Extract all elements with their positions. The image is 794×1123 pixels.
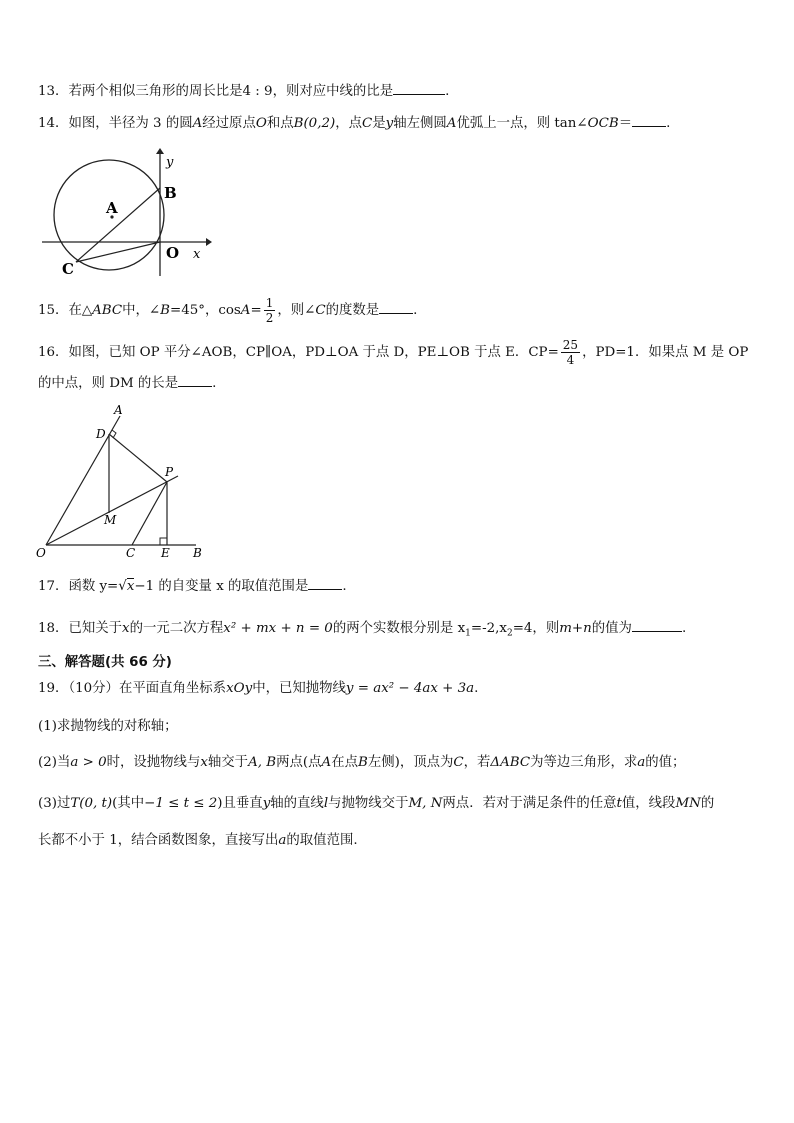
q19-p3-line2-b: 的取值范围. <box>286 833 358 848</box>
q18-end: . <box>681 621 687 636</box>
q15-end: . <box>413 303 418 318</box>
label-o: O <box>36 546 46 560</box>
q19-part-3 <box>38 795 714 813</box>
q19-p3-c: )且垂直 <box>217 796 263 811</box>
label-a: A <box>106 199 118 217</box>
q14-text-f: 轴左侧圆 <box>393 116 447 131</box>
q17-text-b: −1 的自变量 x 的取值范围是 <box>134 579 309 594</box>
answer-blank-14[interactable] <box>632 114 666 127</box>
q16-number: 16． <box>38 345 69 360</box>
segment-pd <box>109 434 167 482</box>
q14-number: 14． <box>38 116 69 131</box>
q19-p2-triangle: ΔABC <box>490 755 531 770</box>
label-m: M <box>104 513 117 527</box>
q18-text-e: =4，则 <box>512 621 560 636</box>
q19-p2-f: 左侧)，顶点为 <box>367 755 454 770</box>
q18-sub-2: 2 <box>506 628 513 639</box>
q19-p3-mn-segment: MN <box>675 796 701 811</box>
q14-point-o: O <box>255 116 267 131</box>
q19-p3-b: (其中 <box>112 796 145 811</box>
q14-y: y <box>385 116 394 131</box>
q18-number: 18． <box>38 621 69 636</box>
q13-end: . <box>445 84 450 99</box>
q17-end: . <box>342 579 347 594</box>
q19-p3-y: y <box>262 796 271 811</box>
q16-end: . <box>212 376 217 391</box>
q19-p2-i: 的值； <box>645 755 686 770</box>
q14-text-a: 如图，半径为 3 的圆 <box>68 116 193 131</box>
q14-point-c: C <box>361 116 373 131</box>
q19-p3-range: −1 ≤ t ≤ 2 <box>144 796 218 811</box>
question-17 <box>38 577 347 596</box>
question-16-line2 <box>38 374 216 393</box>
q15-triangle: ABC <box>92 303 123 318</box>
q14-text-c: 和点 <box>266 116 294 131</box>
q19-p3-e: 与抛物线交于 <box>328 796 409 811</box>
q13-ratio: 4 : 9 <box>242 84 273 99</box>
q17-number: 17． <box>38 579 69 594</box>
right-angle-mark-e <box>160 538 167 545</box>
figure-16-angle-bisector-diagram <box>36 400 216 562</box>
label-b: B <box>193 546 202 560</box>
q17-text-a: 函数 y= <box>68 579 119 594</box>
q18-text-d: =-2,x <box>470 621 507 636</box>
q14-point-a: A <box>192 116 203 131</box>
question-18 <box>38 619 686 638</box>
q15-text-f: 的度数是 <box>325 303 380 318</box>
q16-line1: 如图，已知 OP 平分∠AOB，CP∥OA，PD⊥OA 于点 D，PE⊥OB 于点 E．CP= <box>68 345 559 360</box>
q14-point-b: B(0,2) <box>293 116 336 131</box>
label-b: B <box>164 184 177 202</box>
fraction-25-4 <box>561 338 580 367</box>
q19-head: 19．（10分）在平面直角坐标系 <box>38 681 227 696</box>
q15-text-a: 在△ <box>68 303 93 318</box>
label-x: x <box>193 247 201 262</box>
q19-p2-c: 轴交于 <box>207 755 249 770</box>
q16-line1b: ，PD=1．如果点 M 是 OP <box>582 345 749 360</box>
q14-text-h: ＝ <box>618 116 633 131</box>
label-c: C <box>126 546 136 560</box>
q19-p3-d: 轴的直线 <box>270 796 324 811</box>
q19-p3-t: t <box>616 796 622 811</box>
question-13 <box>38 82 449 101</box>
q17-radicand: x <box>126 579 135 594</box>
q19-p3-h: 的 <box>700 796 715 811</box>
answer-blank-16[interactable] <box>178 374 212 387</box>
label-o: O <box>166 244 180 262</box>
q15-text-d: = <box>250 303 262 318</box>
question-15 <box>38 296 417 325</box>
q19-head-end: . <box>474 681 479 696</box>
q14-angle: OCB <box>587 116 619 131</box>
q19-part-3-line2 <box>38 832 358 850</box>
q18-sub-1: 1 <box>465 628 471 639</box>
q19-p3-point-t: T(0, t) <box>70 796 113 811</box>
q19-p3-a-var: a <box>278 833 287 848</box>
q14-end: . <box>666 116 671 131</box>
q19-part-2 <box>38 754 685 772</box>
q19-p2-condition: a > 0 <box>70 755 107 770</box>
q19-p2-a: (2)当 <box>38 755 71 770</box>
q19-p2-d: 两点(点 <box>276 755 322 770</box>
q14-text-d: ，点 <box>335 116 362 131</box>
q18-m-plus-n: m+n <box>559 621 592 636</box>
label-e: E <box>161 546 170 560</box>
q19-p2-h: 为等边三角形，求 <box>530 755 638 770</box>
q18-text-b: 的一元二次方程 <box>129 621 224 636</box>
q19-p2-e: 在点 <box>331 755 358 770</box>
q19-p2-a-var: a <box>637 755 646 770</box>
q14-text-g: 优弧上一点，则 tan∠ <box>456 116 588 131</box>
fraction-denominator: 4 <box>566 353 575 367</box>
q15-text-e: ，则∠ <box>277 303 316 318</box>
q13-text-a: 若两个相似三角形的周长比是 <box>68 84 243 99</box>
q18-text-a: 已知关于 <box>68 621 122 636</box>
q19-p2-x: x <box>200 755 208 770</box>
q19-head2: 中，已知抛物线 <box>252 681 346 696</box>
q15-text-b: 中，∠ <box>122 303 161 318</box>
q18-text-f: 的值为 <box>591 621 632 636</box>
q19-p2-g: ，若 <box>463 755 491 770</box>
q19-p3-g: 值，线段 <box>621 796 676 811</box>
q15-number: 15． <box>38 303 69 318</box>
q19-part-1 <box>38 718 177 736</box>
q19-p3-a: (3)过 <box>38 796 71 811</box>
q19-p3-line-l: l <box>323 796 329 811</box>
answer-blank-17[interactable] <box>308 577 342 590</box>
fraction-one-half <box>264 296 276 325</box>
fraction-numerator: 1 <box>265 296 274 310</box>
q14-text-e: 是 <box>372 116 386 131</box>
question-16 <box>38 338 748 367</box>
q18-text-c: 的两个实数根分别是 x <box>332 621 466 636</box>
figure-14-circle-diagram <box>38 146 218 278</box>
label-p: P <box>165 465 174 479</box>
q19-p2-point-b: B <box>357 755 368 770</box>
segment-co <box>76 242 160 262</box>
question-19 <box>38 680 478 698</box>
q19-p3-line2-a: 长都不小于 1，结合函数图象，直接写出 <box>38 833 279 848</box>
q15-angle-c: C <box>315 303 326 318</box>
label-a: A <box>114 403 123 417</box>
q14-point-a2: A <box>446 116 457 131</box>
q13-text-b: ，则对应中线的比是 <box>272 84 394 99</box>
q13-number: 13． <box>38 84 69 99</box>
q19-p3-f: 两点．若对于满足条件的任意 <box>442 796 617 811</box>
label-d: D <box>96 427 106 441</box>
q19-p2-ab: A, B <box>248 755 277 770</box>
q14-text-b: 经过原点 <box>202 116 256 131</box>
q15-angle-b: B <box>160 303 171 318</box>
q16-line2: 的中点，则 DM 的长是 <box>38 376 179 391</box>
q19-p2-b: 时，设抛物线与 <box>106 755 201 770</box>
label-y: y <box>166 155 174 170</box>
q19-equation: y = ax² − 4ax + 3a <box>345 681 475 696</box>
q19-p1-text: (1)求抛物线的对称轴； <box>38 719 178 734</box>
label-c: C <box>62 260 74 278</box>
q15-text-c: =45°，cos <box>170 303 241 318</box>
answer-blank-18[interactable] <box>632 619 682 632</box>
x-axis-arrow <box>206 238 212 246</box>
sqrt-symbol: √ <box>118 579 127 594</box>
fraction-denominator: 2 <box>265 311 274 325</box>
q19-p2-point-c: C <box>453 755 464 770</box>
answer-blank-15[interactable] <box>379 301 413 314</box>
q19-xoy: xOy <box>226 681 253 696</box>
q18-equation: x² + mx + n = 0 <box>223 621 333 636</box>
q18-variable-x: x <box>122 621 130 636</box>
section-heading: 三、解答题(共 66 分) <box>38 655 172 670</box>
question-14 <box>38 114 670 133</box>
q19-p2-point-a: A <box>321 755 332 770</box>
y-axis-arrow <box>156 148 164 154</box>
q15-cos-a: A <box>240 303 251 318</box>
answer-blank-13[interactable] <box>393 82 445 95</box>
segment-cb <box>76 188 160 262</box>
q19-p3-mn: M, N <box>408 796 443 811</box>
fraction-numerator: 25 <box>562 338 579 352</box>
